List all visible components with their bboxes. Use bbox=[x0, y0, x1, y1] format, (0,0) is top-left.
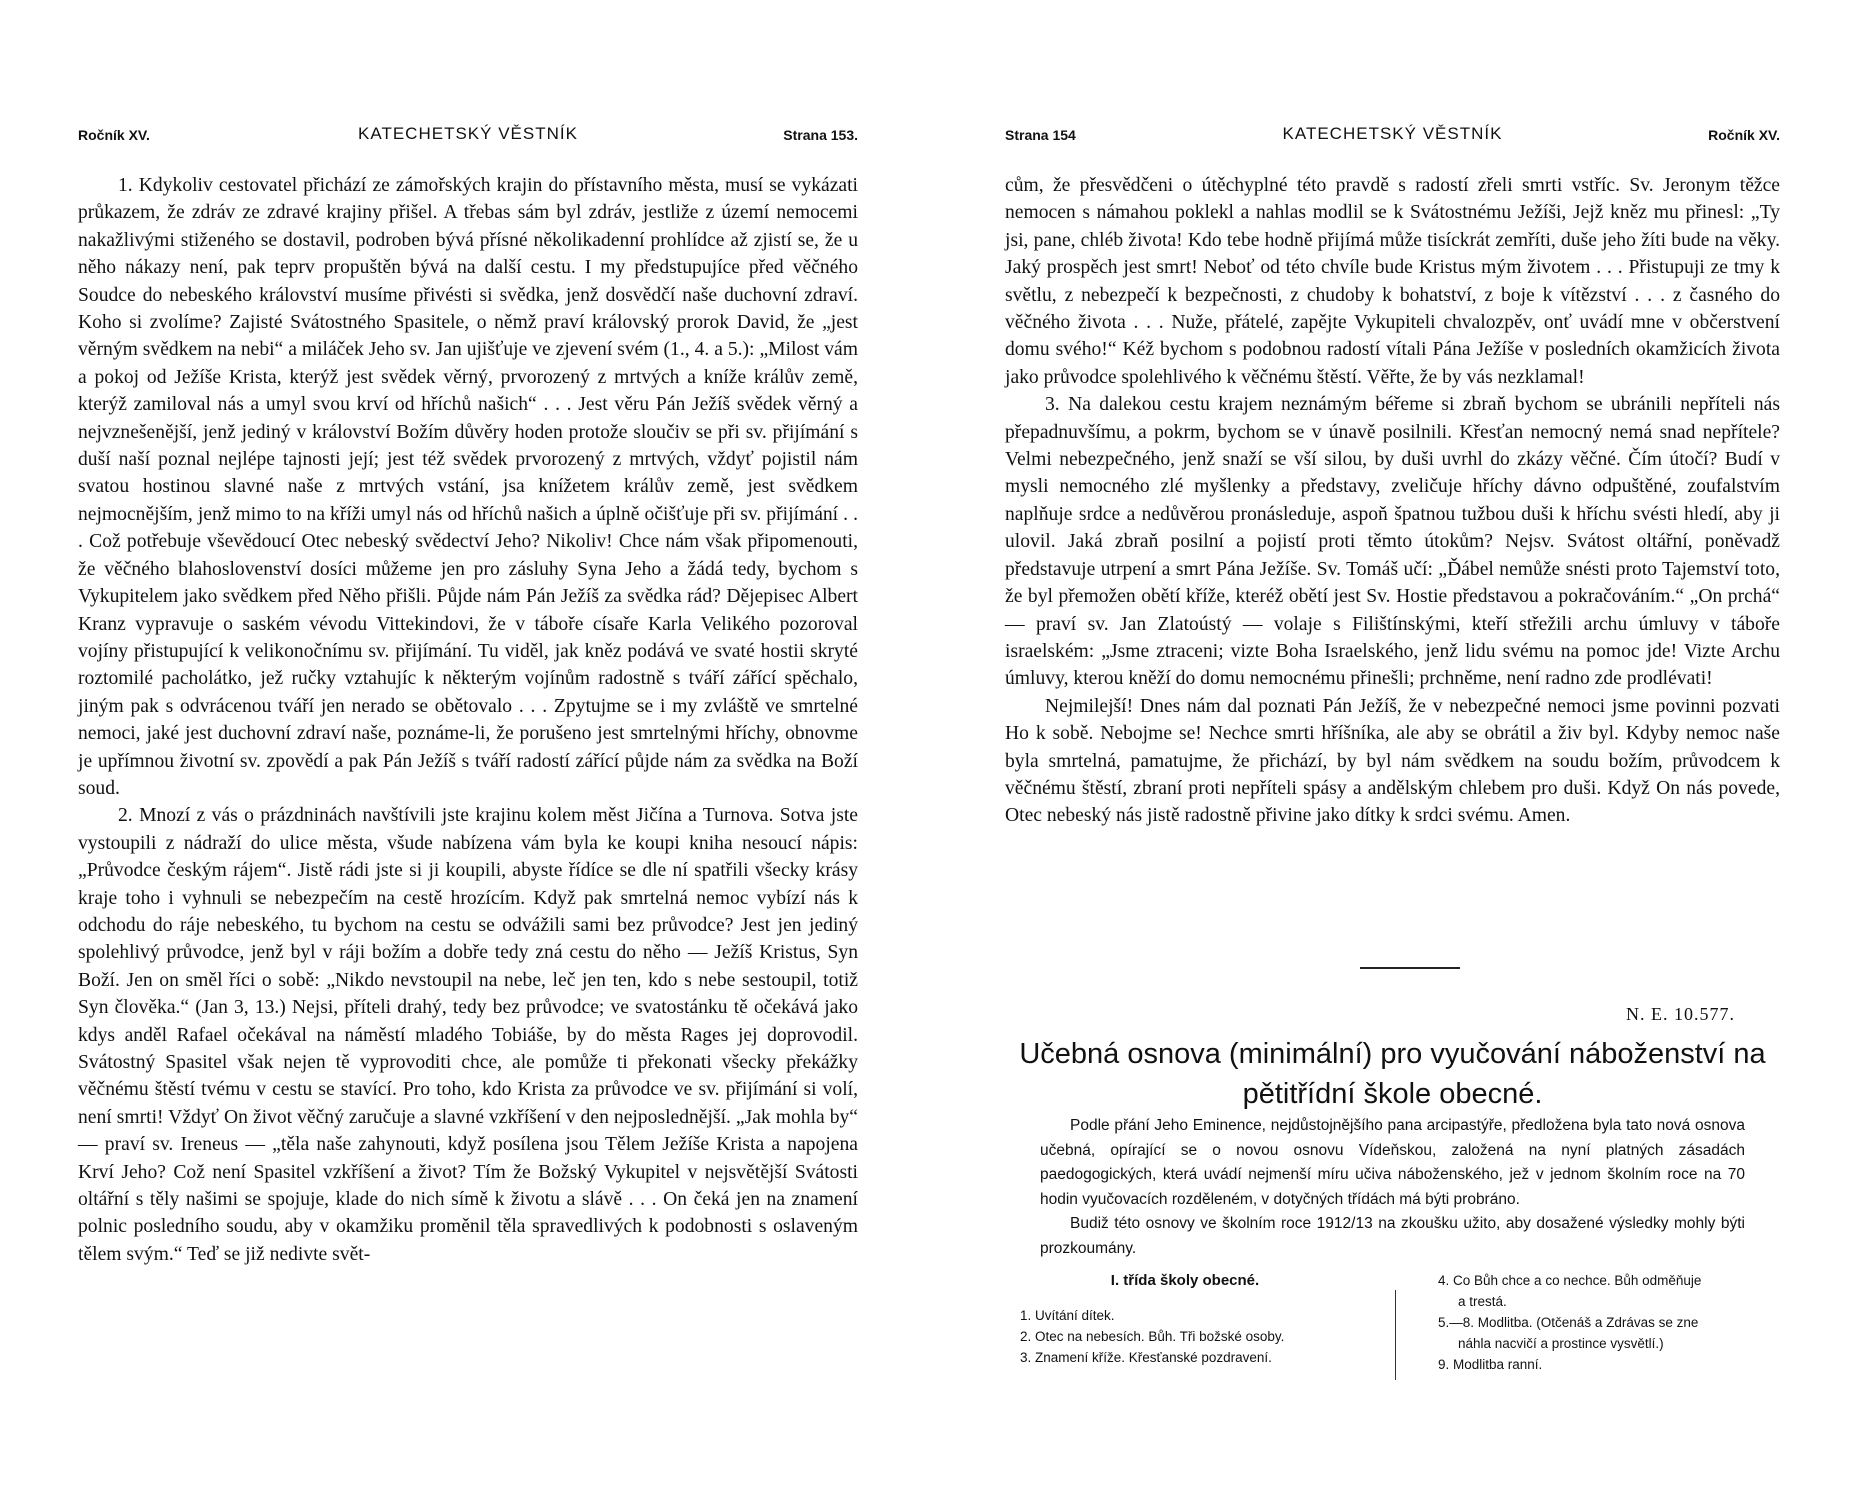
paragraph-1: 1. Kdykoliv cestovatel přichází ze zámořských krajin do přístavního města, musí se vykázati průkazem, že zdráv ze zdravé krajiny přišel. A třebas sám byl zdráv, jestliže z území nemocemi nakažlivými stiženého se dostavil, podroben bývá přísné několikadenní prohlídce až zjistí se, že u něho nákazy není, pak teprv propuštěn bývá na další cestu. I my předstupujíce před věčného Soudce do nebeského království musíme přivésti si svědka, jenž dosvědčí naše duchovní zdraví. Koho si zvolíme? Zajisté Svátostného Spasitele, o němž praví královský prorok David, že „jest věrným svědkem na nebi“ a miláček Jeho sv. Jan ujišťuje ve zjevení svém (1., 4. a 5.): „Milost vám a pokoj od Ježíše Krista, kterýž jest svědek věrný, prvorozený z mrtvých a kníže králův země, kterýž zamiloval nás a umyl svou krví od hříchů našich“ . . . Jest věru Pán Ježíš svědek věrný a nejvznešenější, jenž jediný v království Božím důvěry hoden protože sloučiv se při sv. přijímání s duší naší poznal nejlépe tajnosti její; jest též svědek prvorozený z mrtvých, vždyť pojistil nám svatou hostinou slavné naše z mrtvých vstání, jsa knížetem králův země, jest svědkem nejmocnějším, jenž mimo to na kříži umyl nás od hříchů našich a úplně očišťuje při sv. přijímání . . . Což potřebuje vševědoucí Otec nebeský svědectví Jeho? Nikoliv! Chce nám však připomenouti, že věčného blahoslovenství dosíci můžeme jen pro zásluhy Syna Jeho a žádá tedy, bychom s Vykupitelem jako svědkem před Něho přišli. Půjde nám Pán Ježíš za svědka rád? Dějepisec Albert Kranz vypravuje o saském vévodu Vittekindovi, že v táboře císaře Karla Velikého pozoroval vojíny přistupující k velikonočnímu sv. přijímání. Tu viděl, jak kněz podává ve svaté hostii skryté roztomilé pacholátko, jež ručky vztahujíc k některým vojínům radostně s tváří zářící spěchalo, jiným pak s odvrácenou tváří jen nerado se obětovalo . . . Zpytujme se i my zvláště ve smrtelné nemoci, jaké jest duchovní zdraví naše, poznáme-li, že porušeno jest smrtelnými hříchy, obnovme je upřímnou životní sv. zpovědí a pak Pán Ježíš s tváří radostí zářící půjde nám za svědka na Boží soud. bbox=[78, 175, 858, 799]
list-item: 4. Co Bůh chce a co nechce. Bůh odměňuje bbox=[1438, 1273, 1702, 1288]
list-item-continuation: náhla nacvičí a prostince vysvětlí.) bbox=[1458, 1336, 1664, 1351]
document-number: N. E. 10.577. bbox=[1626, 1004, 1735, 1024]
volume-label: Ročník XV. bbox=[78, 127, 150, 143]
curriculum-right-column bbox=[1438, 1270, 1765, 1375]
paragraph-2: 2. Mnozí z vás o prázdninách navštívili jste krajinu kolem měst Jičína a Turnova. Sotva jste vystoupili z nádraží do ulice města, všude nabízena vám byla ke koupi kniha nesoucí nápis: „Průvodce českým rájem“. Jistě rádi jste si ji koupili, abyste řídíce se dle ní spatřili všecky krásy kraje toho i vyhnuli se nebezpečím na cestě hrozícím. Když pak smrtelná nemoc vybízí nás k odchodu do ráje nebeského, tu bychom na cestu se odvážili sami bez průvodce? Jest jen jediný spolehlivý průvodce, jenž byl v ráji božím a dobře tedy zná cestu do něho — Ježíš Kristus, Syn Boží. Jen on směl říci o sobě: „Nikdo nevstoupil na nebe, leč jen ten, kdo s nebe sestoupil, totiž Syn člověka.“ (Jan 3, 13.) Nejsi, příteli drahý, tedy bez průvodce; ve svatostánku tě očekává jako kdys anděl Rafael očekával na náměstí mladého Tobiáše, by do města Rages jej doprovodil. Svátostný Spasitel však nejen tě vyprovoditi chce, ale pomůže ti překonati všecky překážky věčnému štěstí tvému v cestu se stavící. Pro toho, kdo Krista za průvodce ve sv. přijímání si volí, není smrti! Vždyť On život věčný zaručuje a slavné vzkříšení v den nejposlednější. „Jak mohla by“ — praví sv. Ireneus — „těla naše zahynouti, když posílena jsou Tělem Ježíše Krista a napojena Krví Jeho? Což není Spasitel vzkříšení a život? Tím že Božský Vykupitel v nejsvětější Svátosti oltářní s těly našimi se spojuje, klade do nich símě k životu a slávě . . . On čeká jen na znamení polnic posledního soudu, aby v okamžiku proměnil těla spravedlivých k podobnosti s oslaveným tělem svým.“ Teď se již nedivte svět- bbox=[78, 805, 858, 1265]
paragraph-closing: Nejmilejší! Dnes nám dal poznati Pán Ježíš, že v nebezpečné nemoci jsme povinni pozvati Ho k sobě. Nebojme se! Nechce smrti hříšníka, ale aby se obrátil a živ byl. Kdyby nemoc naše byla smrtelná, pamatujme, že přichází, by byl nám svědkem na soudu božím, průvodcem k věčnému štěstí, zbraní proti nepříteli spásy a andělským chlebem pro duši. Když On nás povede, Otec nebeský nás jistě radostně přivine jako dítky k srdci svému. Amen. bbox=[1005, 695, 1780, 827]
left-body-text bbox=[78, 172, 858, 1268]
intro-text bbox=[1040, 1114, 1745, 1262]
volume-label: Ročník XV. bbox=[1708, 127, 1780, 143]
list-item: 1. Uvítání dítek. bbox=[1020, 1308, 1115, 1323]
intro-paragraph: Podle přání Jeho Eminence, nejdůstojnějšího pana arcipastýře, předložena byla tato nová osnova učebná, opírající se o novou osnovu Vídeňskou, založená na nyní platných zásadách paedogogických, která uvádí nejmenší míru učiva náboženského, jež v jednom školním roce na 70 hodin vyučovacích rozděleném, v dotyčných třídách má býti probráno. bbox=[1040, 1117, 1745, 1208]
list-item: 5.—8. Modlitba. (Otčenáš a Zdrávas se zne bbox=[1438, 1315, 1699, 1330]
column-divider bbox=[1395, 1290, 1396, 1380]
list-item-continuation: a trestá. bbox=[1458, 1294, 1507, 1309]
curriculum-columns bbox=[1020, 1270, 1765, 1380]
paragraph-continuation: cům, že přesvědčeni o útěchyplné této pravdě s radostí zřeli smrti vstříc. Sv. Jeronym těžce nemocen s námahou poklekl a nahlas modlil se k Svátostnému Ježíši, Jejž kněz mu přinesl: „Ty jsi, pane, chléb života! Kdo tebe hodně přijímá může tisíckrát zemříti, duše jeho žíti bude na věky. Jaký prospěch jest smrt! Neboť od této chvíle bude Kristus mým životem . . . Přistupuji ze tmy k světlu, z nebezpečí k bezpečnosti, z chudoby k bohatství, z boje k vítězství . . . z časného do věčného života . . . Nuže, přátelé, zapějte Vykupiteli chvalozpěv, onť uvádí mne v občerstvení domu svého!“ Kéž bychom s podobnou radostí vítali Pána Ježíše v posledních okamžicích života jako průvodce spolehlivého k věčnému štěstí. Věřte, že by vás nezklamal! bbox=[1005, 175, 1780, 388]
journal-title: KATECHETSKÝ VĚSTNÍK bbox=[358, 124, 578, 143]
list-item: 9. Modlitba ranní. bbox=[1438, 1357, 1543, 1372]
right-page bbox=[1005, 0, 1780, 1501]
section-divider bbox=[1360, 967, 1460, 969]
journal-title: KATECHETSKÝ VĚSTNÍK bbox=[1282, 124, 1503, 143]
class-heading: I. třída školy obecné. bbox=[1110, 1272, 1260, 1289]
section-title: Učebná osnova (minimální) pro vyučování náboženství na pětitřídní škole obecné. bbox=[1019, 1038, 1766, 1110]
paragraph-3: 3. Na dalekou cestu krajem neznámým béřeme si zbraň bychom se ubránili nepříteli nás přepadnuvšímu, a pokrm, bychom se v únavě posilnili. Křesťan nemocný nemá snad nepřítele? Velmi nebezpečného, jenž snaží se vší silou, by duši uvrhl do zkázy věčné. Čím útočí? Budí v mysli nemocného zlé myšlenky a představy, zveličuje hříchy dávno odpuštěné, zoufalstvím naplňuje srdce a nedůvěrou pronásleduje, aspoň špatnou tužbou duši k hříchu svésti hledí, aby ji ulovil. Jaká zbraň posilní a pojistí proti těmto útokům? Nejsv. Svátost oltářní, poněvadž představuje utrpení a smrt Pána Ježíše. Sv. Tomáš učí: „Ďábel nemůže snésti proto Tajemství toto, že byl přemožen obětí kříže, kteréž obětí jest Sv. Hostie představou a pokračováním.“ „On prchá“ — praví sv. Jan Zlatoústý — volaje s Filištínskými, kteří střežili archu úmluvy v táboře israelském: „Jsme ztraceni; vizte Boha Israelského, jenž lidu svému na pomoc jde! Vizte Archu úmluvy, kterou kněží do domu nemocnému přinešli; prchněme, není radno zde prodlévati! bbox=[1005, 394, 1780, 690]
left-page bbox=[78, 0, 858, 1501]
list-item: 2. Otec na nebesích. Bůh. Tři božské osoby. bbox=[1020, 1329, 1285, 1344]
intro-paragraph: Budiž této osnovy ve školním roce 1912/13 na zkoušku užito, aby dosažené výsledky mohly býti prozkoumány. bbox=[1040, 1215, 1745, 1257]
page-number: Strana 154 bbox=[1005, 127, 1076, 143]
list-item: 3. Znamení kříže. Křesťanské pozdravení. bbox=[1020, 1350, 1272, 1365]
running-head-right bbox=[1005, 124, 1780, 148]
running-head-left bbox=[78, 124, 858, 148]
right-body-text bbox=[1005, 172, 1780, 830]
curriculum-left-column bbox=[1020, 1270, 1350, 1368]
page-number: Strana 153. bbox=[783, 127, 858, 143]
